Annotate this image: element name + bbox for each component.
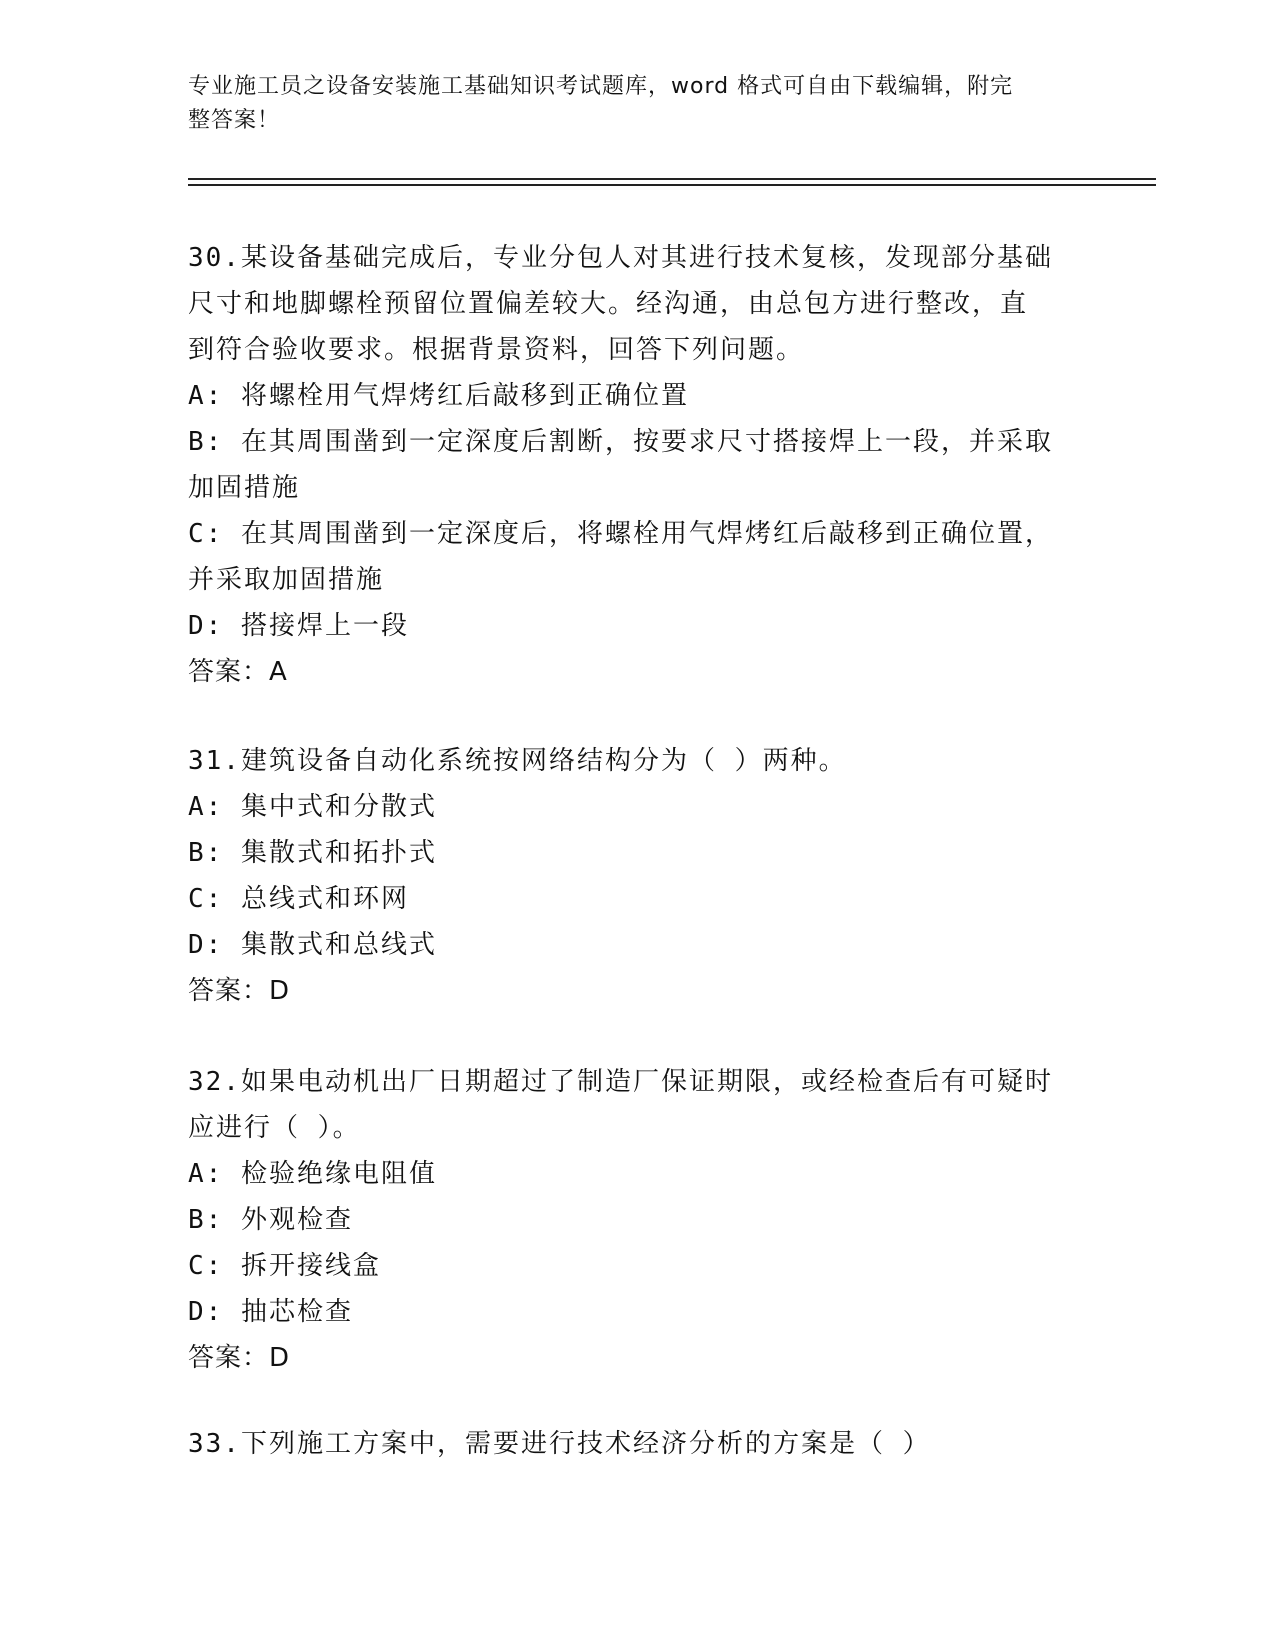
option-c: C: 在其周围凿到一定深度后，将螺栓用气焊烤红后敲移到正确位置， xyxy=(188,519,1053,549)
option-c-continued: 并采取加固措施 xyxy=(188,565,385,595)
answer-label: 答案：D xyxy=(188,1343,291,1373)
question-stem-line: 到符合验收要求。根据背景资料，回答下列问题。 xyxy=(188,335,805,365)
header-line-1: 专业施工员之设备安装施工基础知识考试题库，word 格式可自由下载编辑，附完 xyxy=(188,74,1014,99)
question-stem-line: 31.建筑设备自动化系统按网络结构分为（ ）两种。 xyxy=(188,746,847,776)
option-b: B: 外观检查 xyxy=(188,1205,353,1235)
option-a: A: 集中式和分散式 xyxy=(188,792,437,822)
question-stem-line: 应进行（ ）。 xyxy=(188,1113,361,1143)
question-stem-line: 33.下列施工方案中，需要进行技术经济分析的方案是（ ） xyxy=(188,1429,931,1459)
option-d: D: 集散式和总线式 xyxy=(188,930,437,960)
header-line-2: 整答案！ xyxy=(188,108,281,133)
question-33 xyxy=(188,1421,1088,1467)
option-a: A: 将螺栓用气焊烤红后敲移到正确位置 xyxy=(188,381,689,411)
question-stem-line: 32.如果电动机出厂日期超过了制造厂保证期限，或经检查后有可疑时 xyxy=(188,1067,1053,1097)
option-b: B: 在其周围凿到一定深度后割断，按要求尺寸搭接焊上一段，并采取 xyxy=(188,427,1053,457)
option-a: A: 检验绝缘电阻值 xyxy=(188,1159,437,1189)
option-d: D: 抽芯检查 xyxy=(188,1297,353,1327)
question-stem-line: 30.某设备基础完成后，专业分包人对其进行技术复核，发现部分基础 xyxy=(188,243,1053,273)
header-divider-top xyxy=(188,178,1156,180)
header-divider-bottom xyxy=(188,184,1156,186)
document-header xyxy=(188,70,1068,138)
option-b: B: 集散式和拓扑式 xyxy=(188,838,437,868)
question-31 xyxy=(188,738,1088,1014)
question-30 xyxy=(188,235,1088,695)
option-c: C: 总线式和环网 xyxy=(188,884,409,914)
question-stem-line: 尺寸和地脚螺栓预留位置偏差较大。经沟通，由总包方进行整改，直 xyxy=(188,289,1029,319)
question-32 xyxy=(188,1059,1088,1381)
answer-label: 答案：D xyxy=(188,976,291,1006)
option-d: D: 搭接焊上一段 xyxy=(188,611,409,641)
option-b-continued: 加固措施 xyxy=(188,473,301,503)
answer-label: 答案：A xyxy=(188,657,288,687)
option-c: C: 拆开接线盒 xyxy=(188,1251,381,1281)
